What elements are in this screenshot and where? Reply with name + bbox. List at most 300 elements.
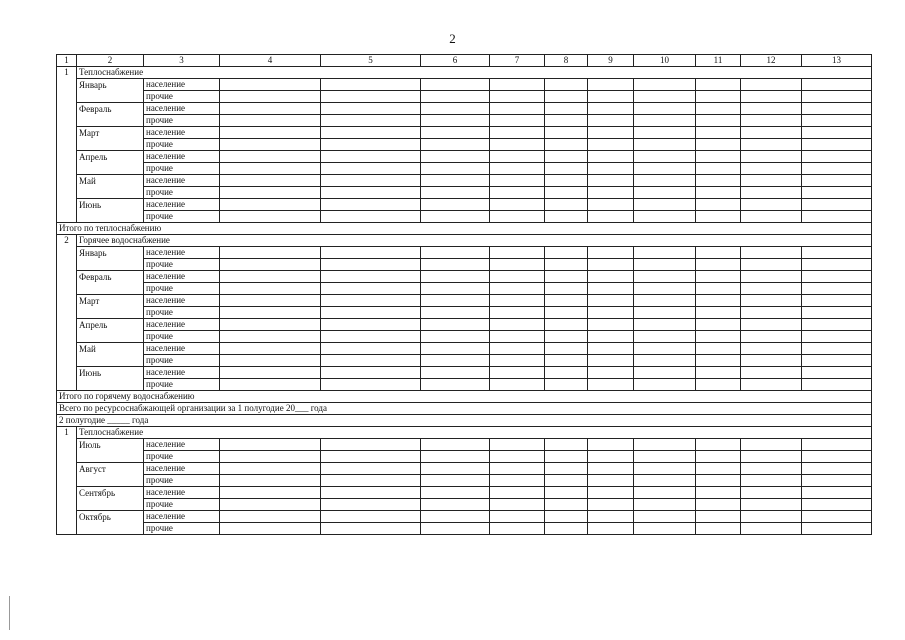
value-cell[interactable] [802, 499, 872, 511]
value-cell[interactable] [321, 163, 421, 175]
value-cell[interactable] [741, 271, 802, 283]
value-cell[interactable] [634, 139, 696, 151]
value-cell[interactable] [490, 271, 545, 283]
value-cell[interactable] [545, 331, 588, 343]
value-cell[interactable] [588, 463, 634, 475]
value-cell[interactable] [588, 451, 634, 463]
value-cell[interactable] [545, 475, 588, 487]
value-cell[interactable] [321, 331, 421, 343]
value-cell[interactable] [696, 523, 741, 535]
value-cell[interactable] [490, 307, 545, 319]
value-cell[interactable] [545, 499, 588, 511]
value-cell[interactable] [696, 211, 741, 223]
value-cell[interactable] [421, 319, 490, 331]
value-cell[interactable] [802, 103, 872, 115]
value-cell[interactable] [421, 103, 490, 115]
value-cell[interactable] [696, 115, 741, 127]
value-cell[interactable] [421, 91, 490, 103]
value-cell[interactable] [490, 451, 545, 463]
value-cell[interactable] [696, 355, 741, 367]
value-cell[interactable] [741, 175, 802, 187]
value-cell[interactable] [802, 295, 872, 307]
value-cell[interactable] [802, 259, 872, 271]
value-cell[interactable] [634, 79, 696, 91]
value-cell[interactable] [545, 127, 588, 139]
value-cell[interactable] [634, 523, 696, 535]
value-cell[interactable] [490, 475, 545, 487]
value-cell[interactable] [321, 139, 421, 151]
value-cell[interactable] [421, 343, 490, 355]
value-cell[interactable] [421, 367, 490, 379]
value-cell[interactable] [490, 199, 545, 211]
value-cell[interactable] [421, 331, 490, 343]
value-cell[interactable] [802, 151, 872, 163]
value-cell[interactable] [741, 451, 802, 463]
value-cell[interactable] [634, 151, 696, 163]
value-cell[interactable] [802, 199, 872, 211]
value-cell[interactable] [696, 319, 741, 331]
value-cell[interactable] [588, 163, 634, 175]
value-cell[interactable] [634, 379, 696, 391]
value-cell[interactable] [741, 343, 802, 355]
value-cell[interactable] [802, 139, 872, 151]
value-cell[interactable] [741, 355, 802, 367]
value-cell[interactable] [696, 175, 741, 187]
value-cell[interactable] [802, 463, 872, 475]
value-cell[interactable] [220, 271, 321, 283]
value-cell[interactable] [490, 511, 545, 523]
value-cell[interactable] [545, 187, 588, 199]
value-cell[interactable] [490, 127, 545, 139]
value-cell[interactable] [490, 367, 545, 379]
value-cell[interactable] [545, 283, 588, 295]
value-cell[interactable] [490, 355, 545, 367]
value-cell[interactable] [490, 439, 545, 451]
value-cell[interactable] [421, 379, 490, 391]
value-cell[interactable] [545, 151, 588, 163]
value-cell[interactable] [220, 175, 321, 187]
value-cell[interactable] [421, 307, 490, 319]
value-cell[interactable] [545, 367, 588, 379]
value-cell[interactable] [321, 187, 421, 199]
value-cell[interactable] [696, 343, 741, 355]
value-cell[interactable] [588, 139, 634, 151]
value-cell[interactable] [220, 283, 321, 295]
value-cell[interactable] [321, 199, 421, 211]
value-cell[interactable] [220, 247, 321, 259]
value-cell[interactable] [634, 343, 696, 355]
value-cell[interactable] [741, 499, 802, 511]
value-cell[interactable] [545, 487, 588, 499]
value-cell[interactable] [741, 163, 802, 175]
value-cell[interactable] [220, 523, 321, 535]
value-cell[interactable] [321, 475, 421, 487]
value-cell[interactable] [545, 103, 588, 115]
value-cell[interactable] [696, 283, 741, 295]
value-cell[interactable] [802, 379, 872, 391]
value-cell[interactable] [741, 295, 802, 307]
value-cell[interactable] [321, 307, 421, 319]
value-cell[interactable] [802, 247, 872, 259]
value-cell[interactable] [220, 115, 321, 127]
value-cell[interactable] [696, 127, 741, 139]
value-cell[interactable] [321, 487, 421, 499]
value-cell[interactable] [634, 451, 696, 463]
value-cell[interactable] [421, 463, 490, 475]
value-cell[interactable] [802, 307, 872, 319]
value-cell[interactable] [490, 163, 545, 175]
value-cell[interactable] [741, 307, 802, 319]
value-cell[interactable] [696, 487, 741, 499]
value-cell[interactable] [696, 199, 741, 211]
value-cell[interactable] [321, 211, 421, 223]
value-cell[interactable] [421, 295, 490, 307]
value-cell[interactable] [490, 259, 545, 271]
value-cell[interactable] [741, 79, 802, 91]
value-cell[interactable] [220, 187, 321, 199]
value-cell[interactable] [741, 379, 802, 391]
value-cell[interactable] [588, 175, 634, 187]
value-cell[interactable] [421, 451, 490, 463]
value-cell[interactable] [696, 103, 741, 115]
value-cell[interactable] [545, 355, 588, 367]
value-cell[interactable] [741, 91, 802, 103]
value-cell[interactable] [321, 271, 421, 283]
value-cell[interactable] [802, 523, 872, 535]
value-cell[interactable] [741, 187, 802, 199]
value-cell[interactable] [490, 247, 545, 259]
value-cell[interactable] [802, 319, 872, 331]
value-cell[interactable] [634, 367, 696, 379]
value-cell[interactable] [220, 139, 321, 151]
value-cell[interactable] [220, 259, 321, 271]
value-cell[interactable] [696, 295, 741, 307]
value-cell[interactable] [696, 187, 741, 199]
value-cell[interactable] [490, 499, 545, 511]
value-cell[interactable] [696, 259, 741, 271]
value-cell[interactable] [545, 343, 588, 355]
value-cell[interactable] [321, 451, 421, 463]
value-cell[interactable] [634, 487, 696, 499]
value-cell[interactable] [696, 331, 741, 343]
value-cell[interactable] [321, 283, 421, 295]
value-cell[interactable] [696, 511, 741, 523]
value-cell[interactable] [588, 511, 634, 523]
value-cell[interactable] [634, 319, 696, 331]
value-cell[interactable] [321, 175, 421, 187]
value-cell[interactable] [220, 463, 321, 475]
value-cell[interactable] [634, 175, 696, 187]
value-cell[interactable] [545, 211, 588, 223]
value-cell[interactable] [696, 451, 741, 463]
value-cell[interactable] [220, 295, 321, 307]
value-cell[interactable] [220, 451, 321, 463]
value-cell[interactable] [490, 175, 545, 187]
value-cell[interactable] [588, 307, 634, 319]
value-cell[interactable] [588, 199, 634, 211]
value-cell[interactable] [741, 211, 802, 223]
value-cell[interactable] [634, 295, 696, 307]
value-cell[interactable] [696, 439, 741, 451]
value-cell[interactable] [741, 151, 802, 163]
value-cell[interactable] [545, 79, 588, 91]
value-cell[interactable] [321, 499, 421, 511]
value-cell[interactable] [802, 91, 872, 103]
value-cell[interactable] [802, 331, 872, 343]
value-cell[interactable] [741, 115, 802, 127]
value-cell[interactable] [421, 259, 490, 271]
value-cell[interactable] [321, 511, 421, 523]
value-cell[interactable] [421, 271, 490, 283]
value-cell[interactable] [421, 127, 490, 139]
value-cell[interactable] [696, 247, 741, 259]
value-cell[interactable] [220, 91, 321, 103]
value-cell[interactable] [220, 439, 321, 451]
value-cell[interactable] [802, 475, 872, 487]
value-cell[interactable] [321, 127, 421, 139]
value-cell[interactable] [421, 163, 490, 175]
value-cell[interactable] [802, 115, 872, 127]
value-cell[interactable] [741, 487, 802, 499]
value-cell[interactable] [421, 283, 490, 295]
value-cell[interactable] [490, 487, 545, 499]
value-cell[interactable] [696, 139, 741, 151]
value-cell[interactable] [490, 139, 545, 151]
value-cell[interactable] [741, 139, 802, 151]
value-cell[interactable] [588, 475, 634, 487]
value-cell[interactable] [490, 115, 545, 127]
value-cell[interactable] [802, 187, 872, 199]
value-cell[interactable] [421, 439, 490, 451]
value-cell[interactable] [490, 151, 545, 163]
value-cell[interactable] [802, 487, 872, 499]
value-cell[interactable] [634, 355, 696, 367]
value-cell[interactable] [634, 463, 696, 475]
value-cell[interactable] [588, 379, 634, 391]
value-cell[interactable] [741, 523, 802, 535]
value-cell[interactable] [490, 331, 545, 343]
value-cell[interactable] [741, 367, 802, 379]
value-cell[interactable] [220, 163, 321, 175]
value-cell[interactable] [490, 211, 545, 223]
value-cell[interactable] [696, 271, 741, 283]
value-cell[interactable] [421, 523, 490, 535]
value-cell[interactable] [588, 355, 634, 367]
value-cell[interactable] [741, 127, 802, 139]
value-cell[interactable] [741, 463, 802, 475]
value-cell[interactable] [588, 103, 634, 115]
value-cell[interactable] [545, 451, 588, 463]
value-cell[interactable] [634, 439, 696, 451]
value-cell[interactable] [802, 79, 872, 91]
value-cell[interactable] [321, 115, 421, 127]
value-cell[interactable] [588, 343, 634, 355]
value-cell[interactable] [634, 187, 696, 199]
value-cell[interactable] [220, 319, 321, 331]
value-cell[interactable] [220, 103, 321, 115]
value-cell[interactable] [321, 295, 421, 307]
value-cell[interactable] [321, 355, 421, 367]
value-cell[interactable] [545, 163, 588, 175]
value-cell[interactable] [421, 115, 490, 127]
value-cell[interactable] [421, 487, 490, 499]
value-cell[interactable] [634, 103, 696, 115]
value-cell[interactable] [545, 439, 588, 451]
value-cell[interactable] [321, 367, 421, 379]
value-cell[interactable] [802, 175, 872, 187]
value-cell[interactable] [220, 211, 321, 223]
value-cell[interactable] [588, 499, 634, 511]
value-cell[interactable] [220, 307, 321, 319]
value-cell[interactable] [696, 163, 741, 175]
value-cell[interactable] [802, 283, 872, 295]
value-cell[interactable] [741, 439, 802, 451]
value-cell[interactable] [802, 511, 872, 523]
value-cell[interactable] [545, 271, 588, 283]
value-cell[interactable] [696, 79, 741, 91]
value-cell[interactable] [490, 523, 545, 535]
value-cell[interactable] [321, 259, 421, 271]
value-cell[interactable] [220, 379, 321, 391]
value-cell[interactable] [588, 127, 634, 139]
value-cell[interactable] [634, 211, 696, 223]
value-cell[interactable] [545, 511, 588, 523]
value-cell[interactable] [421, 511, 490, 523]
value-cell[interactable] [588, 331, 634, 343]
value-cell[interactable] [588, 439, 634, 451]
value-cell[interactable] [634, 499, 696, 511]
value-cell[interactable] [220, 79, 321, 91]
value-cell[interactable] [545, 247, 588, 259]
value-cell[interactable] [802, 127, 872, 139]
value-cell[interactable] [802, 343, 872, 355]
value-cell[interactable] [634, 163, 696, 175]
value-cell[interactable] [741, 259, 802, 271]
value-cell[interactable] [321, 379, 421, 391]
value-cell[interactable] [545, 295, 588, 307]
value-cell[interactable] [321, 523, 421, 535]
value-cell[interactable] [545, 115, 588, 127]
value-cell[interactable] [802, 163, 872, 175]
value-cell[interactable] [741, 319, 802, 331]
value-cell[interactable] [220, 487, 321, 499]
value-cell[interactable] [421, 247, 490, 259]
value-cell[interactable] [490, 463, 545, 475]
value-cell[interactable] [634, 259, 696, 271]
value-cell[interactable] [696, 475, 741, 487]
value-cell[interactable] [220, 331, 321, 343]
value-cell[interactable] [220, 343, 321, 355]
value-cell[interactable] [634, 331, 696, 343]
value-cell[interactable] [545, 175, 588, 187]
value-cell[interactable] [588, 295, 634, 307]
value-cell[interactable] [634, 199, 696, 211]
value-cell[interactable] [634, 127, 696, 139]
value-cell[interactable] [321, 343, 421, 355]
value-cell[interactable] [321, 91, 421, 103]
value-cell[interactable] [421, 199, 490, 211]
value-cell[interactable] [545, 307, 588, 319]
value-cell[interactable] [802, 211, 872, 223]
value-cell[interactable] [634, 511, 696, 523]
value-cell[interactable] [421, 475, 490, 487]
value-cell[interactable] [588, 271, 634, 283]
value-cell[interactable] [321, 247, 421, 259]
value-cell[interactable] [490, 379, 545, 391]
value-cell[interactable] [321, 439, 421, 451]
value-cell[interactable] [545, 259, 588, 271]
value-cell[interactable] [634, 307, 696, 319]
value-cell[interactable] [696, 499, 741, 511]
value-cell[interactable] [220, 151, 321, 163]
value-cell[interactable] [741, 331, 802, 343]
value-cell[interactable] [490, 187, 545, 199]
value-cell[interactable] [588, 283, 634, 295]
value-cell[interactable] [220, 127, 321, 139]
value-cell[interactable] [545, 139, 588, 151]
value-cell[interactable] [634, 115, 696, 127]
value-cell[interactable] [490, 79, 545, 91]
value-cell[interactable] [220, 511, 321, 523]
value-cell[interactable] [802, 367, 872, 379]
value-cell[interactable] [545, 463, 588, 475]
value-cell[interactable] [588, 487, 634, 499]
value-cell[interactable] [588, 247, 634, 259]
value-cell[interactable] [588, 523, 634, 535]
value-cell[interactable] [490, 319, 545, 331]
value-cell[interactable] [588, 115, 634, 127]
value-cell[interactable] [741, 283, 802, 295]
value-cell[interactable] [321, 319, 421, 331]
value-cell[interactable] [588, 91, 634, 103]
value-cell[interactable] [588, 319, 634, 331]
value-cell[interactable] [588, 259, 634, 271]
value-cell[interactable] [634, 247, 696, 259]
value-cell[interactable] [634, 91, 696, 103]
value-cell[interactable] [741, 475, 802, 487]
value-cell[interactable] [421, 79, 490, 91]
value-cell[interactable] [545, 319, 588, 331]
value-cell[interactable] [696, 367, 741, 379]
value-cell[interactable] [490, 283, 545, 295]
value-cell[interactable] [588, 367, 634, 379]
value-cell[interactable] [321, 463, 421, 475]
value-cell[interactable] [802, 439, 872, 451]
value-cell[interactable] [490, 103, 545, 115]
value-cell[interactable] [220, 367, 321, 379]
value-cell[interactable] [321, 103, 421, 115]
value-cell[interactable] [588, 79, 634, 91]
value-cell[interactable] [696, 91, 741, 103]
value-cell[interactable] [421, 211, 490, 223]
value-cell[interactable] [741, 247, 802, 259]
value-cell[interactable] [696, 463, 741, 475]
value-cell[interactable] [321, 79, 421, 91]
value-cell[interactable] [421, 139, 490, 151]
value-cell[interactable] [802, 355, 872, 367]
value-cell[interactable] [490, 343, 545, 355]
value-cell[interactable] [545, 523, 588, 535]
value-cell[interactable] [696, 151, 741, 163]
value-cell[interactable] [421, 355, 490, 367]
value-cell[interactable] [696, 307, 741, 319]
value-cell[interactable] [490, 295, 545, 307]
value-cell[interactable] [634, 271, 696, 283]
value-cell[interactable] [588, 187, 634, 199]
value-cell[interactable] [588, 151, 634, 163]
value-cell[interactable] [588, 211, 634, 223]
value-cell[interactable] [220, 499, 321, 511]
